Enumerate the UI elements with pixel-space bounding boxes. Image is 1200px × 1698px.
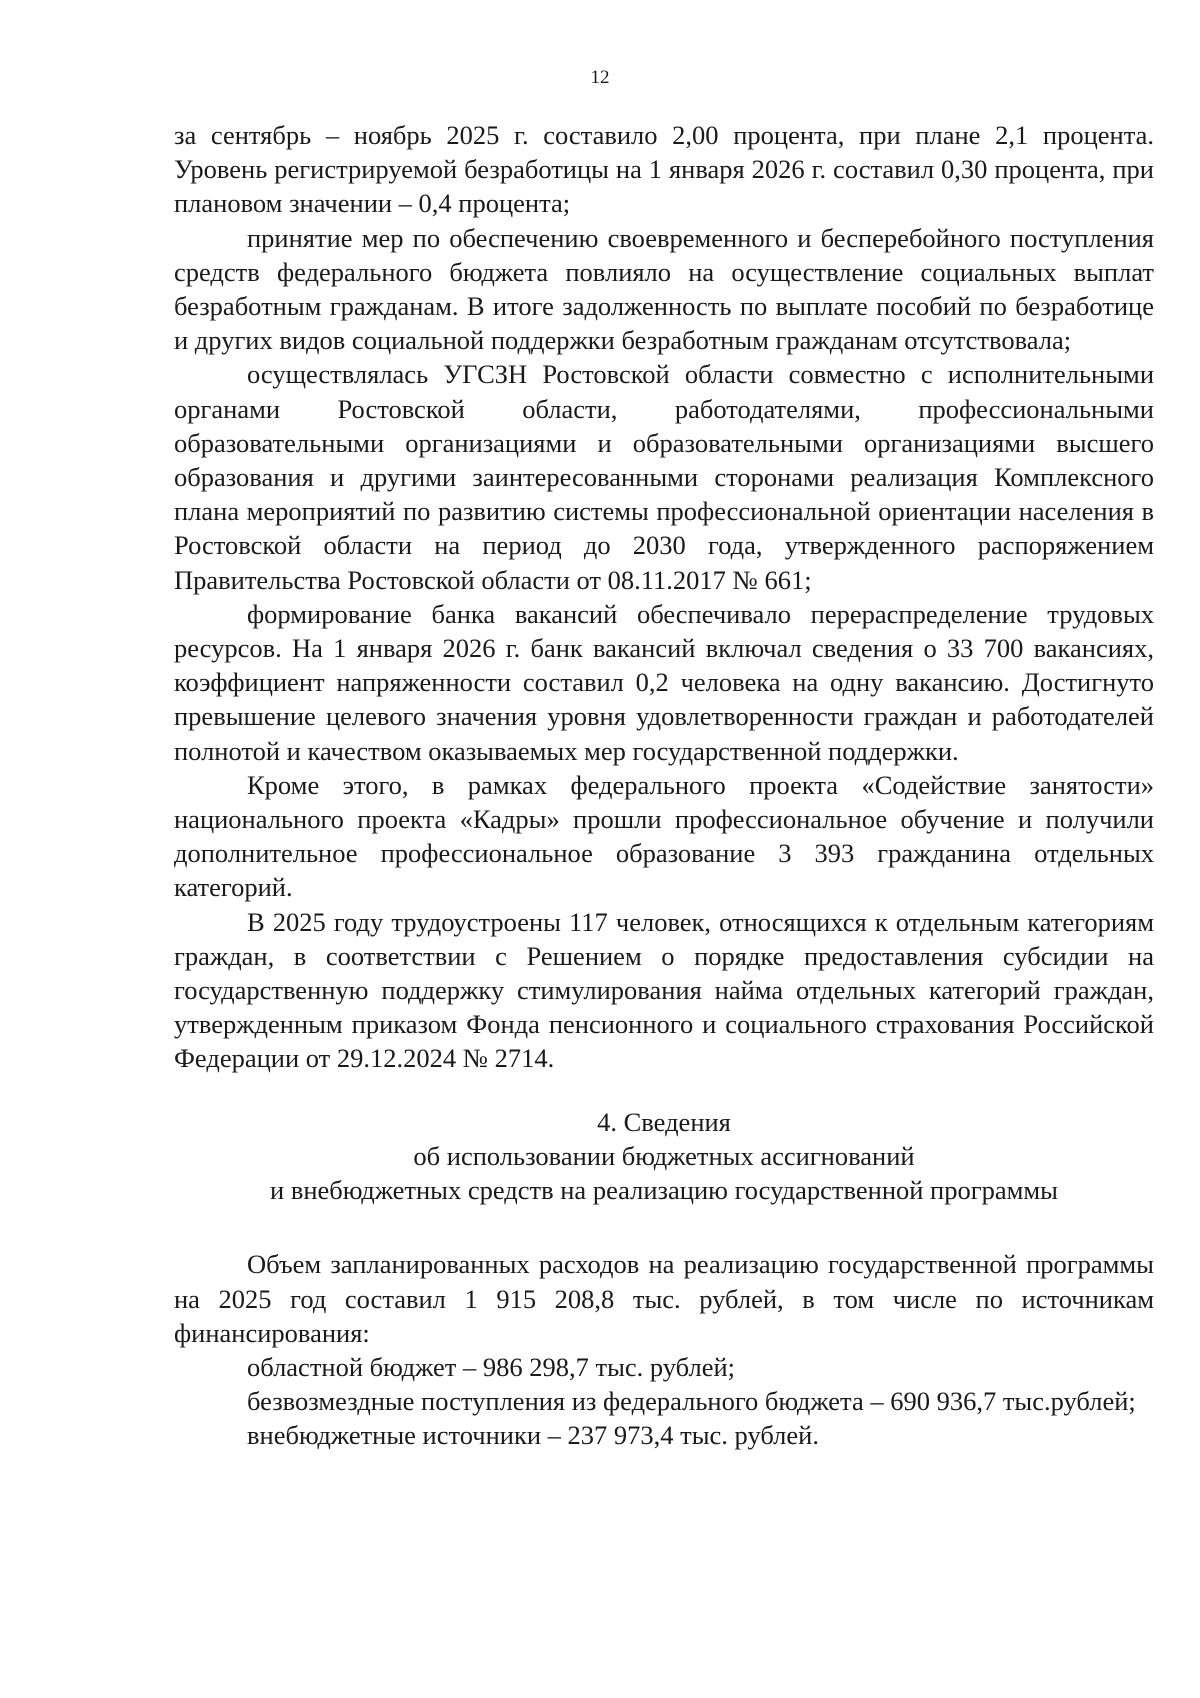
section-heading bbox=[174, 1105, 1154, 1208]
paragraph-unemployment-level: за сентябрь – ноябрь 2025 г. составило 2,00 процента, при плане 2,1 процента. Уровень регистрируемой безработицы на 1 января 2026 г. составил 0,30 процента, при плановом значении – 0,4 процента; bbox=[174, 120, 1154, 219]
paragraph-extrabudgetary-sources: внебюджетные источники – 237 973,4 тыс. рублей. bbox=[247, 1420, 819, 1451]
paragraph-federal-transfers: безвозмездные поступления из федерального бюджета – 690 936,7 тыс.рублей; bbox=[247, 1386, 1136, 1417]
paragraph-employment-subsidy: В 2025 году трудоустроены 117 человек, относящихся к отдельным категориям граждан, в соответствии с Решением о порядке предоставления субсидии на государственную поддержку стимулирования найма отдельных категорий граждан, утвержденным приказом Фонда пенсионного и социального страхования Российской Федерации от 29.12.2024 № 2714. bbox=[174, 906, 1154, 1074]
document-body bbox=[174, 118, 1154, 1453]
paragraph-benefit-payments: принятие мер по обеспечению своевременного и бесперебойного поступления средств федерального бюджета повлияло на осуществление социальных выплат безработным гражданам. В итоге задолженность по выплате пособий по безработице и других видов социальной поддержки безработным гражданам отсутствовала; bbox=[174, 222, 1154, 356]
section-heading-subtitle-2: и внебюджетных средств на реализацию государственной программы bbox=[270, 1175, 1058, 1206]
paragraph-regional-budget: областной бюджет – 986 298,7 тыс. рублей; bbox=[247, 1351, 736, 1382]
paragraph-career-guidance-plan: осуществлялась УГСЗН Ростовской области совместно с исполнительными органами Ростовской области, работодателями, профессиональными образовательными организациями и образовательными организациями высшего образования и другими заинтересованными сторонами реализация Комплексного плана мероприятий по развитию системы профессиональной ориентации населения в Ростовской области на период до 2030 года, утвержденного распоряжением Правительства Ростовской области от 08.11.2017 № 661; bbox=[174, 359, 1154, 595]
section-heading-title: 4. Сведения bbox=[597, 1106, 731, 1137]
page-number: 12 bbox=[590, 67, 610, 88]
paragraph-vacancy-bank: формирование банка вакансий обеспечивало перераспределение трудовых ресурсов. На 1 января 2026 г. банк вакансий включал сведения о 33 700 вакансиях, коэффициент напряженности составил 0,2 человека на одну вакансию. Достигнуто превышение целевого значения уровня удовлетворенности граждан и работодателей полнотой и качеством оказываемых мер государственной поддержки. bbox=[174, 598, 1154, 766]
section-heading-subtitle-1: об использовании бюджетных ассигнований bbox=[413, 1140, 915, 1171]
paragraph-planned-expenses: Объем запланированных расходов на реализацию государственной программы на 2025 год составил 1 915 208,8 тыс. рублей, в том числе по источникам финансирования: bbox=[174, 1249, 1154, 1348]
paragraph-federal-project-training: Кроме этого, в рамках федерального проекта «Содействие занятости» национального проекта «Кадры» прошли профессиональное обучение и получили дополнительное профессиональное образование 3 393 гражданина отдельных категорий. bbox=[174, 769, 1154, 903]
